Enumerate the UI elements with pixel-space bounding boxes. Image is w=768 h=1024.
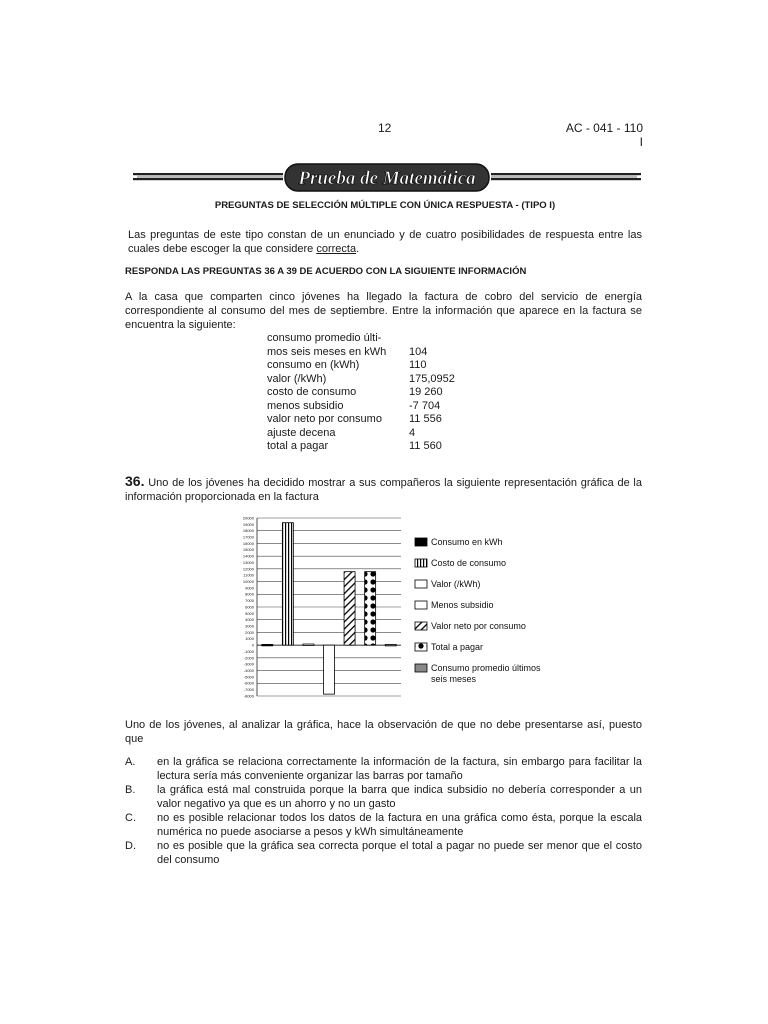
y-tick-label: -7000 <box>243 687 254 693</box>
section-title: PREGUNTAS DE SELECCIÓN MÚLTIPLE CON ÚNICA RESPUESTA - (TIPO I) <box>214 200 556 211</box>
invoice-row <box>267 400 455 414</box>
y-tick-label: -2000 <box>243 655 254 661</box>
y-tick-label: 19000 <box>242 521 254 527</box>
intro-underlined-word: correcta <box>316 243 357 255</box>
invoice-value: 11 556 <box>409 413 442 425</box>
y-tick-label: 13000 <box>242 559 254 565</box>
option-text: no es posible relacionar todos los datos de la factura en una gráfica como ésta, porque la escala numérica no puede asociarse a pesos y kWh simultáneamente <box>157 812 642 838</box>
bar <box>324 645 335 694</box>
answer-option[interactable] <box>125 811 642 839</box>
page-number: 12 <box>378 121 392 135</box>
option-letter: C. <box>125 812 136 824</box>
option-text: en la gráfica se relaciona correctamente la información de la factura, sin embargo para facilitar la lectura sería más conveniente organizar las barras por tamaño <box>157 756 642 782</box>
invoice-row <box>267 346 455 360</box>
y-tick-label: 2000 <box>245 629 254 635</box>
observation-paragraph: Uno de los jóvenes, al analizar la gráfica, hace la observación de que no debe presentarse así, puesto que <box>125 719 642 745</box>
invoice-row <box>267 427 455 441</box>
bar <box>344 572 355 645</box>
bar <box>282 523 293 645</box>
y-tick-label: -4000 <box>243 667 254 673</box>
answer-options <box>125 755 642 867</box>
legend-swatch <box>415 643 427 651</box>
y-tick-label: 11000 <box>243 572 254 578</box>
legend-label: Menos subsidio <box>431 600 494 610</box>
invoice-row <box>267 413 455 427</box>
y-tick-label: 9000 <box>245 585 254 591</box>
option-letter: D. <box>125 840 136 852</box>
invoice-row <box>267 386 455 400</box>
legend-label: Costo de consumo <box>431 558 507 568</box>
bar <box>385 644 396 645</box>
invoice-table <box>267 332 455 454</box>
question-number: 36. <box>125 473 145 489</box>
exam-code <box>560 121 643 149</box>
y-tick-label: -6000 <box>243 680 254 686</box>
invoice-label: consumo en (kWh) <box>267 359 360 371</box>
question-36-text: Uno de los jóvenes ha decidido mostrar a sus compañeros la siguiente representación gráfica de la información proporcionada en la factura <box>125 477 642 503</box>
banner-left-lines <box>133 173 283 180</box>
banner-title: Prueba de Matemática <box>298 168 476 189</box>
y-tick-label: 6000 <box>245 604 254 610</box>
intro-paragraph <box>128 228 642 256</box>
invoice-label: mos seis meses en kWh <box>267 345 387 358</box>
invoice-label: total a pagar <box>267 440 329 452</box>
y-tick-label: 8000 <box>245 591 254 597</box>
invoice-row <box>267 332 455 346</box>
legend-label: Valor (/kWh) <box>431 579 481 589</box>
invoice-value: 175,0952 <box>409 372 455 385</box>
intro-period: . <box>356 243 360 255</box>
y-tick-label: 3000 <box>245 623 254 629</box>
invoice-row <box>267 359 455 373</box>
invoice-value <box>409 332 455 346</box>
legend-swatch <box>415 538 427 546</box>
context-paragraph: A la casa que comparten cinco jóvenes ha llegado la factura de cobro del servicio de energía correspondiente al consumo del mes de septiembre. Entre la información que aparece en la factura se encuentra la siguiente: <box>125 291 642 331</box>
invoice-value: 110 <box>409 359 427 371</box>
banner-right-lines <box>491 173 641 180</box>
subject-banner <box>133 160 641 196</box>
bar <box>365 572 376 645</box>
y-tick-label: -8000 <box>243 693 254 699</box>
invoice-value: 4 <box>409 426 416 439</box>
option-text: la gráfica está mal construida porque la barra que indica subsidio no debería corresponder a un valor negativo ya que es un ahorro y no un gasto <box>157 784 642 810</box>
y-tick-label: -1000 <box>243 648 254 654</box>
legend-label: Consumo en kWh <box>431 537 503 547</box>
invoice-value: 11 560 <box>409 440 442 452</box>
invoice-label: menos subsidio <box>267 399 344 412</box>
y-tick-label: 18000 <box>242 528 254 534</box>
legend-swatch <box>415 601 427 609</box>
respond-instruction: RESPONDA LAS PREGUNTAS 36 A 39 DE ACUERDO CON LA SIGUIENTE INFORMACIÓN <box>125 266 527 277</box>
answer-option[interactable] <box>125 839 642 867</box>
invoice-row <box>267 440 455 454</box>
y-tick-label: 20000 <box>242 515 254 521</box>
y-tick-label: 4000 <box>245 617 254 623</box>
invoice-value: 19 260 <box>409 386 443 398</box>
invoice-value: 104 <box>409 345 428 358</box>
y-tick-label: 15000 <box>242 547 254 553</box>
exam-code-line2: I <box>639 135 643 149</box>
y-tick-label: 16000 <box>242 540 254 546</box>
invoice-label: consumo promedio últi- <box>267 332 382 344</box>
y-tick-label: 0 <box>251 642 254 648</box>
invoice-row <box>267 373 455 387</box>
y-tick-label: 14000 <box>242 553 254 559</box>
invoice-label: costo de consumo <box>267 386 357 398</box>
legend-label: Consumo promedio últimos <box>431 663 541 673</box>
legend-swatch <box>415 580 427 588</box>
y-tick-label: -5000 <box>243 674 254 680</box>
bar-chart <box>225 514 545 704</box>
legend-label: seis meses <box>431 674 477 684</box>
bar <box>262 644 273 645</box>
legend-label: Total a pagar <box>431 642 484 652</box>
y-tick-label: 10000 <box>242 578 254 584</box>
bar <box>303 644 314 645</box>
legend-swatch <box>415 664 427 672</box>
intro-text: Las preguntas de este tipo constan de un enunciado y de cuatro posibilidades de respuesta entre las cuales debe escoger la que considere <box>128 229 642 255</box>
invoice-label: valor (/kWh) <box>267 372 327 385</box>
y-tick-label: 1000 <box>245 636 254 642</box>
y-tick-label: 7000 <box>245 598 254 604</box>
answer-option[interactable] <box>125 783 642 811</box>
legend-label: Valor neto por consumo <box>431 621 526 631</box>
answer-option[interactable] <box>125 755 642 783</box>
invoice-value: -7 704 <box>409 399 441 412</box>
invoice-label: ajuste decena <box>267 426 336 439</box>
y-tick-label: 17000 <box>242 534 254 540</box>
question-36 <box>125 474 642 504</box>
legend-swatch <box>415 559 427 567</box>
invoice-label: valor neto por consumo <box>267 413 382 425</box>
option-letter: B. <box>125 784 136 796</box>
exam-code-line1: AC - 041 - 110 <box>565 121 643 135</box>
y-tick-label: 12000 <box>242 566 254 572</box>
option-text: no es posible que la gráfica sea correcta porque el total a pagar no puede ser menor que el costo del consumo <box>157 840 642 866</box>
y-tick-label: 5000 <box>245 610 254 616</box>
legend-swatch <box>415 622 427 630</box>
option-letter: A. <box>125 756 136 768</box>
y-tick-label: -3000 <box>243 661 254 667</box>
